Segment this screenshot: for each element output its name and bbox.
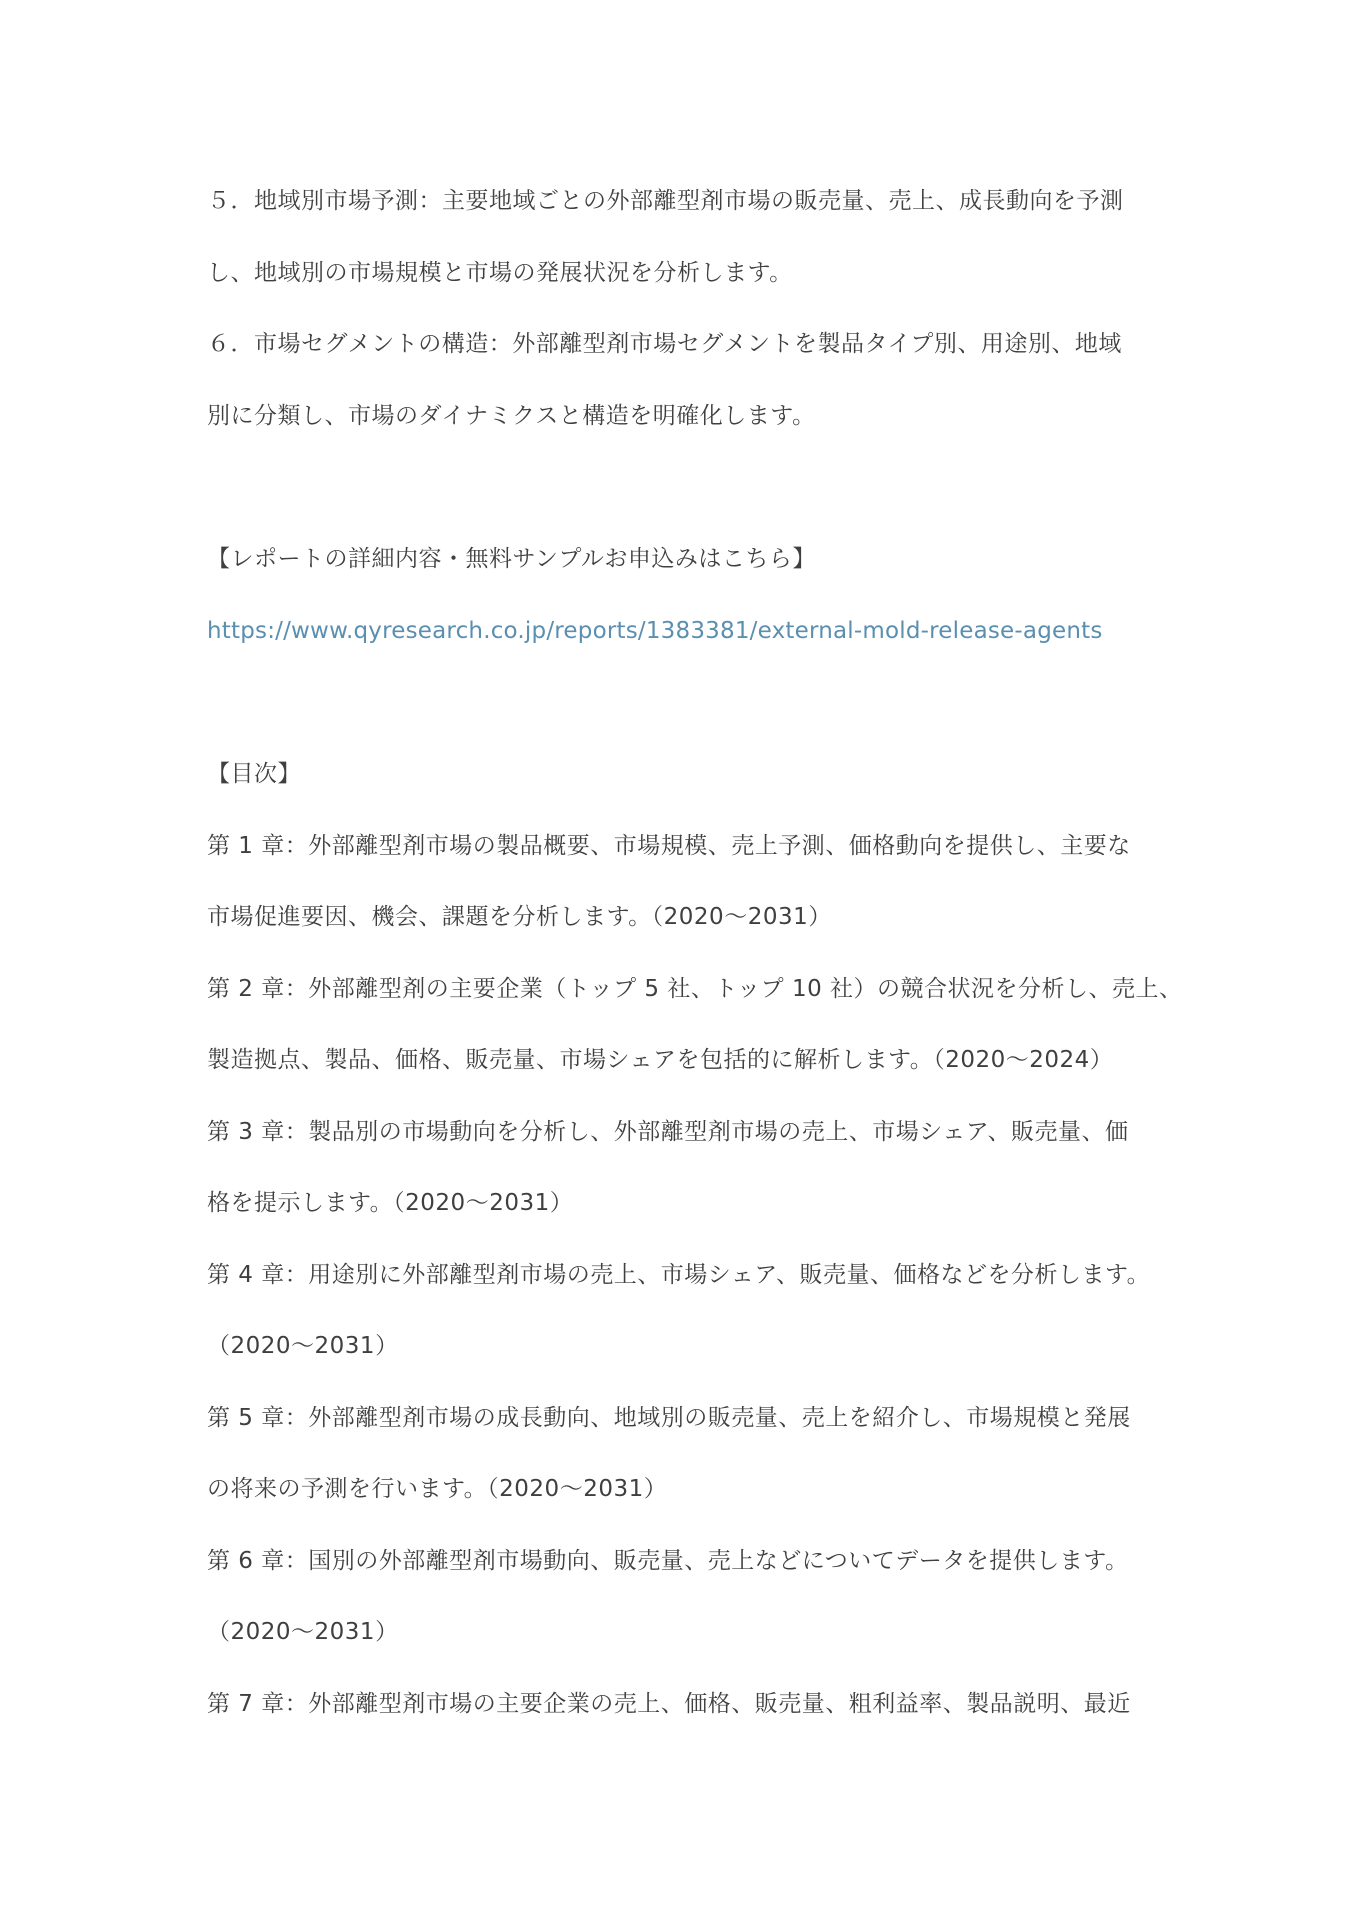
toc-line: の将来の予測を行います。（2020～2031）: [207, 1476, 668, 1502]
toc-line: 市場促進要因、機会、課題を分析します。（2020～2031）: [207, 904, 832, 930]
item6-line2: 別に分類し、市場のダイナミクスと構造を明確化します。: [207, 403, 816, 429]
toc-line: 第 6 章：国別の外部離型剤市場動向、販売量、売上などについてデータを提供します。: [207, 1548, 1129, 1574]
toc-line: （2020～2031）: [207, 1333, 399, 1359]
toc-heading: 【目次】: [207, 761, 301, 787]
item5-line2: し、地域別の市場規模と市場の発展状況を分析します。: [207, 260, 793, 286]
toc-line: 製造拠点、製品、価格、販売量、市場シェアを包括的に解析します。（2020～2024）: [207, 1047, 1114, 1073]
toc-line: 第 7 章：外部離型剤市場の主要企業の売上、価格、販売量、粗利益率、製品説明、最近: [207, 1691, 1131, 1717]
toc-line: 第 4 章：用途別に外部離型剤市場の売上、市場シェア、販売量、価格などを分析します。: [207, 1262, 1151, 1288]
report-link-url[interactable]: https://www.qyresearch.co.jp/reports/1383381/external-mold-release-agents: [207, 618, 1103, 644]
toc-line: 格を提示します。（2020～2031）: [207, 1190, 574, 1216]
toc-line: 第 1 章：外部離型剤市場の製品概要、市場規模、売上予測、価格動向を提供し、主要な: [207, 833, 1131, 859]
item6-line1: ６．市場セグメントの構造：外部離型剤市場セグメントを製品タイプ別、用途別、地域: [207, 331, 1122, 357]
report-link-heading: 【レポートの詳細内容・無料サンプルお申込みはこちら】: [207, 546, 816, 572]
item5-line1: ５．地域別市場予測：主要地域ごとの外部離型剤市場の販売量、売上、成長動向を予測: [207, 188, 1124, 214]
toc-line: 第 3 章：製品別の市場動向を分析し、外部離型剤市場の売上、市場シェア、販売量、価: [207, 1119, 1129, 1145]
toc-line: 第 5 章：外部離型剤市場の成長動向、地域別の販売量、売上を紹介し、市場規模と発展: [207, 1405, 1131, 1431]
toc-line: 第 2 章：外部離型剤の主要企業（トップ 5 社、トップ 10 社）の競合状況を分析し、売上、: [207, 976, 1183, 1002]
toc-line: （2020～2031）: [207, 1619, 399, 1645]
